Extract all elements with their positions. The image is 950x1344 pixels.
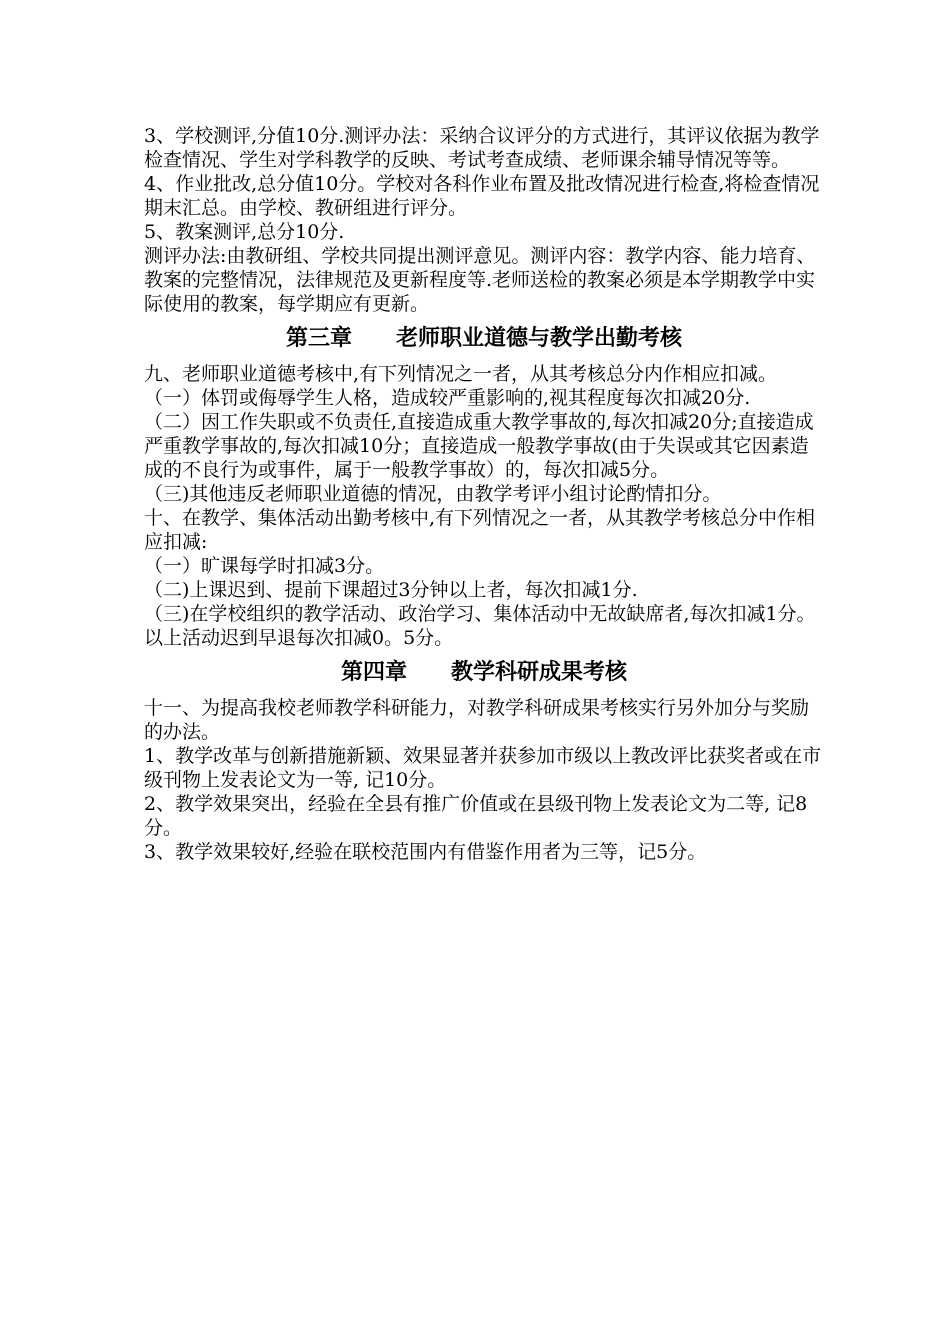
paragraph-ethics-item-1: （一）体罚或侮辱学生人格，造成较严重影响的,视其程度每次扣减20分.: [144, 387, 751, 409]
chapter-4-heading: 第四章 教学科研成果考核: [340, 660, 627, 685]
paragraph-research-level-3: 3、教学效果较好,经验在联校范围内有借鉴作用者为三等，记5分。: [144, 841, 707, 863]
chapter-3-heading: 第三章 老师职业道德与教学出勤考核: [285, 326, 682, 351]
paragraph-attendance-item-2: （二)上课迟到、提前下课超过3分钟以上者，每次扣减1分.: [144, 579, 638, 601]
paragraph-lesson-plan-evaluation: 5、教案测评,总分10分.: [144, 221, 345, 243]
paragraph-attendance-intro: 十、在教学、集体活动出勤考核中,有下列情况之一者，从其教学考核总分中作相应扣减:: [144, 507, 816, 553]
paragraph-school-evaluation: 3、学校测评,分值10分.测评办法：采纳合议评分的方式进行，其评议依据为教学检查情况、学生对学科教学的反映、考试考查成绩、老师课余辅导情况等等。: [144, 125, 820, 171]
document-page: [144, 124, 824, 864]
paragraph-ethics-item-3: （三)其他违反老师职业道德的情况，由教学考评小组讨论酌情扣分。: [144, 483, 722, 505]
paragraph-research-level-2: 2、教学效果突出，经验在全县有推广价值或在县级刊物上发表论文为二等, 记8分。: [144, 793, 808, 839]
paragraph-attendance-item-3: （三)在学校组织的教学活动、政治学习、集体活动中无故缺席者,每次扣减1分。以上活动迟到早退每次扣减0。5分。: [144, 603, 816, 649]
paragraph-lesson-plan-method: 测评办法:由教研组、学校共同提出测评意见。测评内容：教学内容、能力培育、教案的完整情况，法律规范及更新程度等.老师送检的教案必须是本学期教学中实际使用的教案，每学期应有更新。: [144, 245, 816, 315]
paragraph-homework-grading: 4、作业批改,总分值10分。学校对各科作业布置及批改情况进行检查,将检查情况期末汇总。由学校、教研组进行评分。: [144, 173, 820, 219]
paragraph-research-intro: 十一、为提高我校老师教学科研能力，对教学科研成果考核实行另外加分与奖励的办法。: [144, 697, 810, 743]
paragraph-research-level-1: 1、教学改革与创新措施新颖、效果显著并获参加市级以上教改评比获奖者或在市级刊物上发表论文为一等, 记10分。: [144, 745, 822, 791]
paragraph-ethics-intro: 九、老师职业道德考核中,有下列情况之一者，从其考核总分内作相应扣减。: [144, 363, 778, 385]
paragraph-ethics-item-2: （二）因工作失职或不负责任,直接造成重大教学事故的,每次扣减20分;直接造成严重教学事故的,每次扣减10分；直接造成一般教学事故(由于失误或其它因素造成的不良行为或事件，属于一般教学事故）的，每次扣减5分。: [144, 411, 814, 481]
paragraph-attendance-item-1: （一）旷课每学时扣减3分。: [144, 555, 385, 577]
